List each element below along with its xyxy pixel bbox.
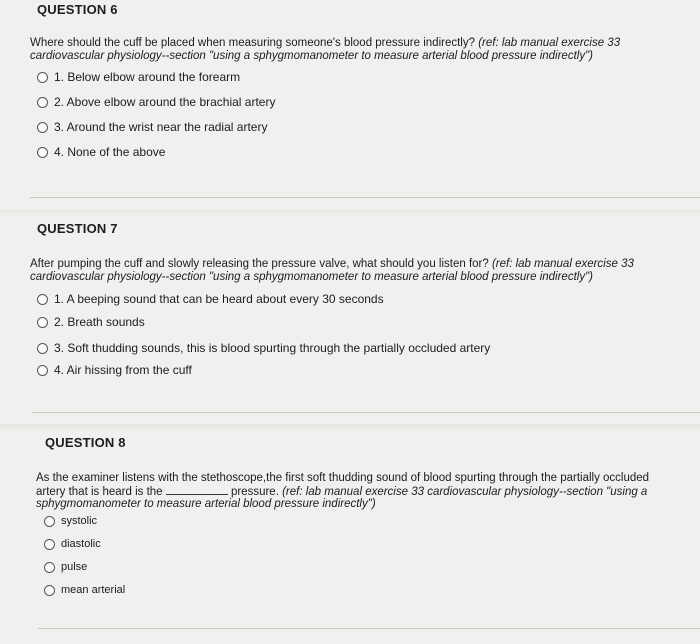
radio-button[interactable] xyxy=(37,122,48,133)
question-7-option-3[interactable] xyxy=(37,341,490,355)
question-divider xyxy=(32,412,700,413)
question-7-option-1[interactable] xyxy=(37,292,384,306)
radio-button[interactable] xyxy=(44,539,55,550)
radio-button[interactable] xyxy=(37,97,48,108)
answer-blank xyxy=(166,485,228,495)
question-6-header: QUESTION 6 xyxy=(37,2,118,17)
section-separator xyxy=(0,424,700,432)
question-8-header: QUESTION 8 xyxy=(45,435,126,450)
option-label: 3. Soft thudding sounds, this is blood spurting through the partially occluded artery xyxy=(54,341,491,355)
radio-button[interactable] xyxy=(37,72,48,83)
question-8-option-pulse[interactable] xyxy=(44,561,87,573)
option-label: 2. Above elbow around the brachial artery xyxy=(54,95,276,109)
question-7-option-2[interactable] xyxy=(37,315,145,329)
question-8-ref-line3: sphygmomanometer to measure arterial blood pressure indirectly") xyxy=(36,498,376,510)
question-6-option-4[interactable] xyxy=(37,145,165,159)
question-8-prompt-line2a: artery that is heard is the xyxy=(36,485,166,498)
question-divider xyxy=(38,628,700,629)
question-7-prompt: After pumping the cuff and slowly releasing the pressure valve, what should you listen for? xyxy=(30,258,492,270)
radio-button[interactable] xyxy=(37,294,48,305)
option-label: systolic xyxy=(61,515,98,527)
radio-button[interactable] xyxy=(37,317,48,328)
option-label: 1. A beeping sound that can be heard about every 30 seconds xyxy=(54,292,384,306)
question-7-option-4[interactable] xyxy=(37,363,192,377)
question-7-text xyxy=(30,258,690,283)
radio-button[interactable] xyxy=(44,585,55,596)
option-label: pulse xyxy=(61,561,88,573)
question-6-option-2[interactable] xyxy=(37,95,275,109)
question-6-ref-line2: cardiovascular physiology--section "using a sphygmomanometer to measure arterial blood pressure indirectly") xyxy=(30,49,593,62)
radio-button[interactable] xyxy=(44,562,55,573)
option-label: mean arterial xyxy=(61,584,126,596)
question-divider xyxy=(30,197,700,198)
question-7-header: QUESTION 7 xyxy=(37,221,118,236)
question-8-prompt-line1: As the examiner listens with the stethoscope,the first soft thudding sound of blood spurting through the partially occluded xyxy=(36,472,650,484)
question-7-ref-line2: cardiovascular physiology--section "using a sphygmomanometer to measure arterial blood pressure indirectly") xyxy=(30,270,593,283)
radio-button[interactable] xyxy=(37,365,48,376)
question-7-ref-line1: (ref: lab manual exercise 33 xyxy=(491,258,634,270)
question-6-option-3[interactable] xyxy=(37,120,267,134)
radio-button[interactable] xyxy=(37,147,48,158)
radio-button[interactable] xyxy=(37,343,48,354)
option-label: 2. Breath sounds xyxy=(54,315,145,329)
question-8-option-systolic[interactable] xyxy=(44,515,97,527)
question-6-prompt: Where should the cuff be placed when measuring someone's blood pressure indirectly? xyxy=(30,37,479,49)
question-8-ref-line2: (ref: lab manual exercise 33 cardiovascular physiology--section "using a xyxy=(282,485,648,498)
question-6-option-1[interactable] xyxy=(37,70,240,84)
question-6-text xyxy=(30,37,690,62)
section-separator xyxy=(0,210,700,218)
question-6-ref-line1: (ref: lab manual exercise 33 xyxy=(478,37,621,49)
option-label: diastolic xyxy=(61,538,101,550)
option-label: 4. Air hissing from the cuff xyxy=(54,363,192,377)
question-8-prompt-line2b: pressure. xyxy=(227,485,283,498)
option-label: 3. Around the wrist near the radial artery xyxy=(54,120,268,134)
question-8-option-diastolic[interactable] xyxy=(44,538,101,550)
question-8-text xyxy=(36,472,686,511)
question-8-option-mean-arterial[interactable] xyxy=(44,584,125,596)
option-label: 4. None of the above xyxy=(54,145,166,159)
radio-button[interactable] xyxy=(44,516,55,527)
option-label: 1. Below elbow around the forearm xyxy=(54,70,241,84)
